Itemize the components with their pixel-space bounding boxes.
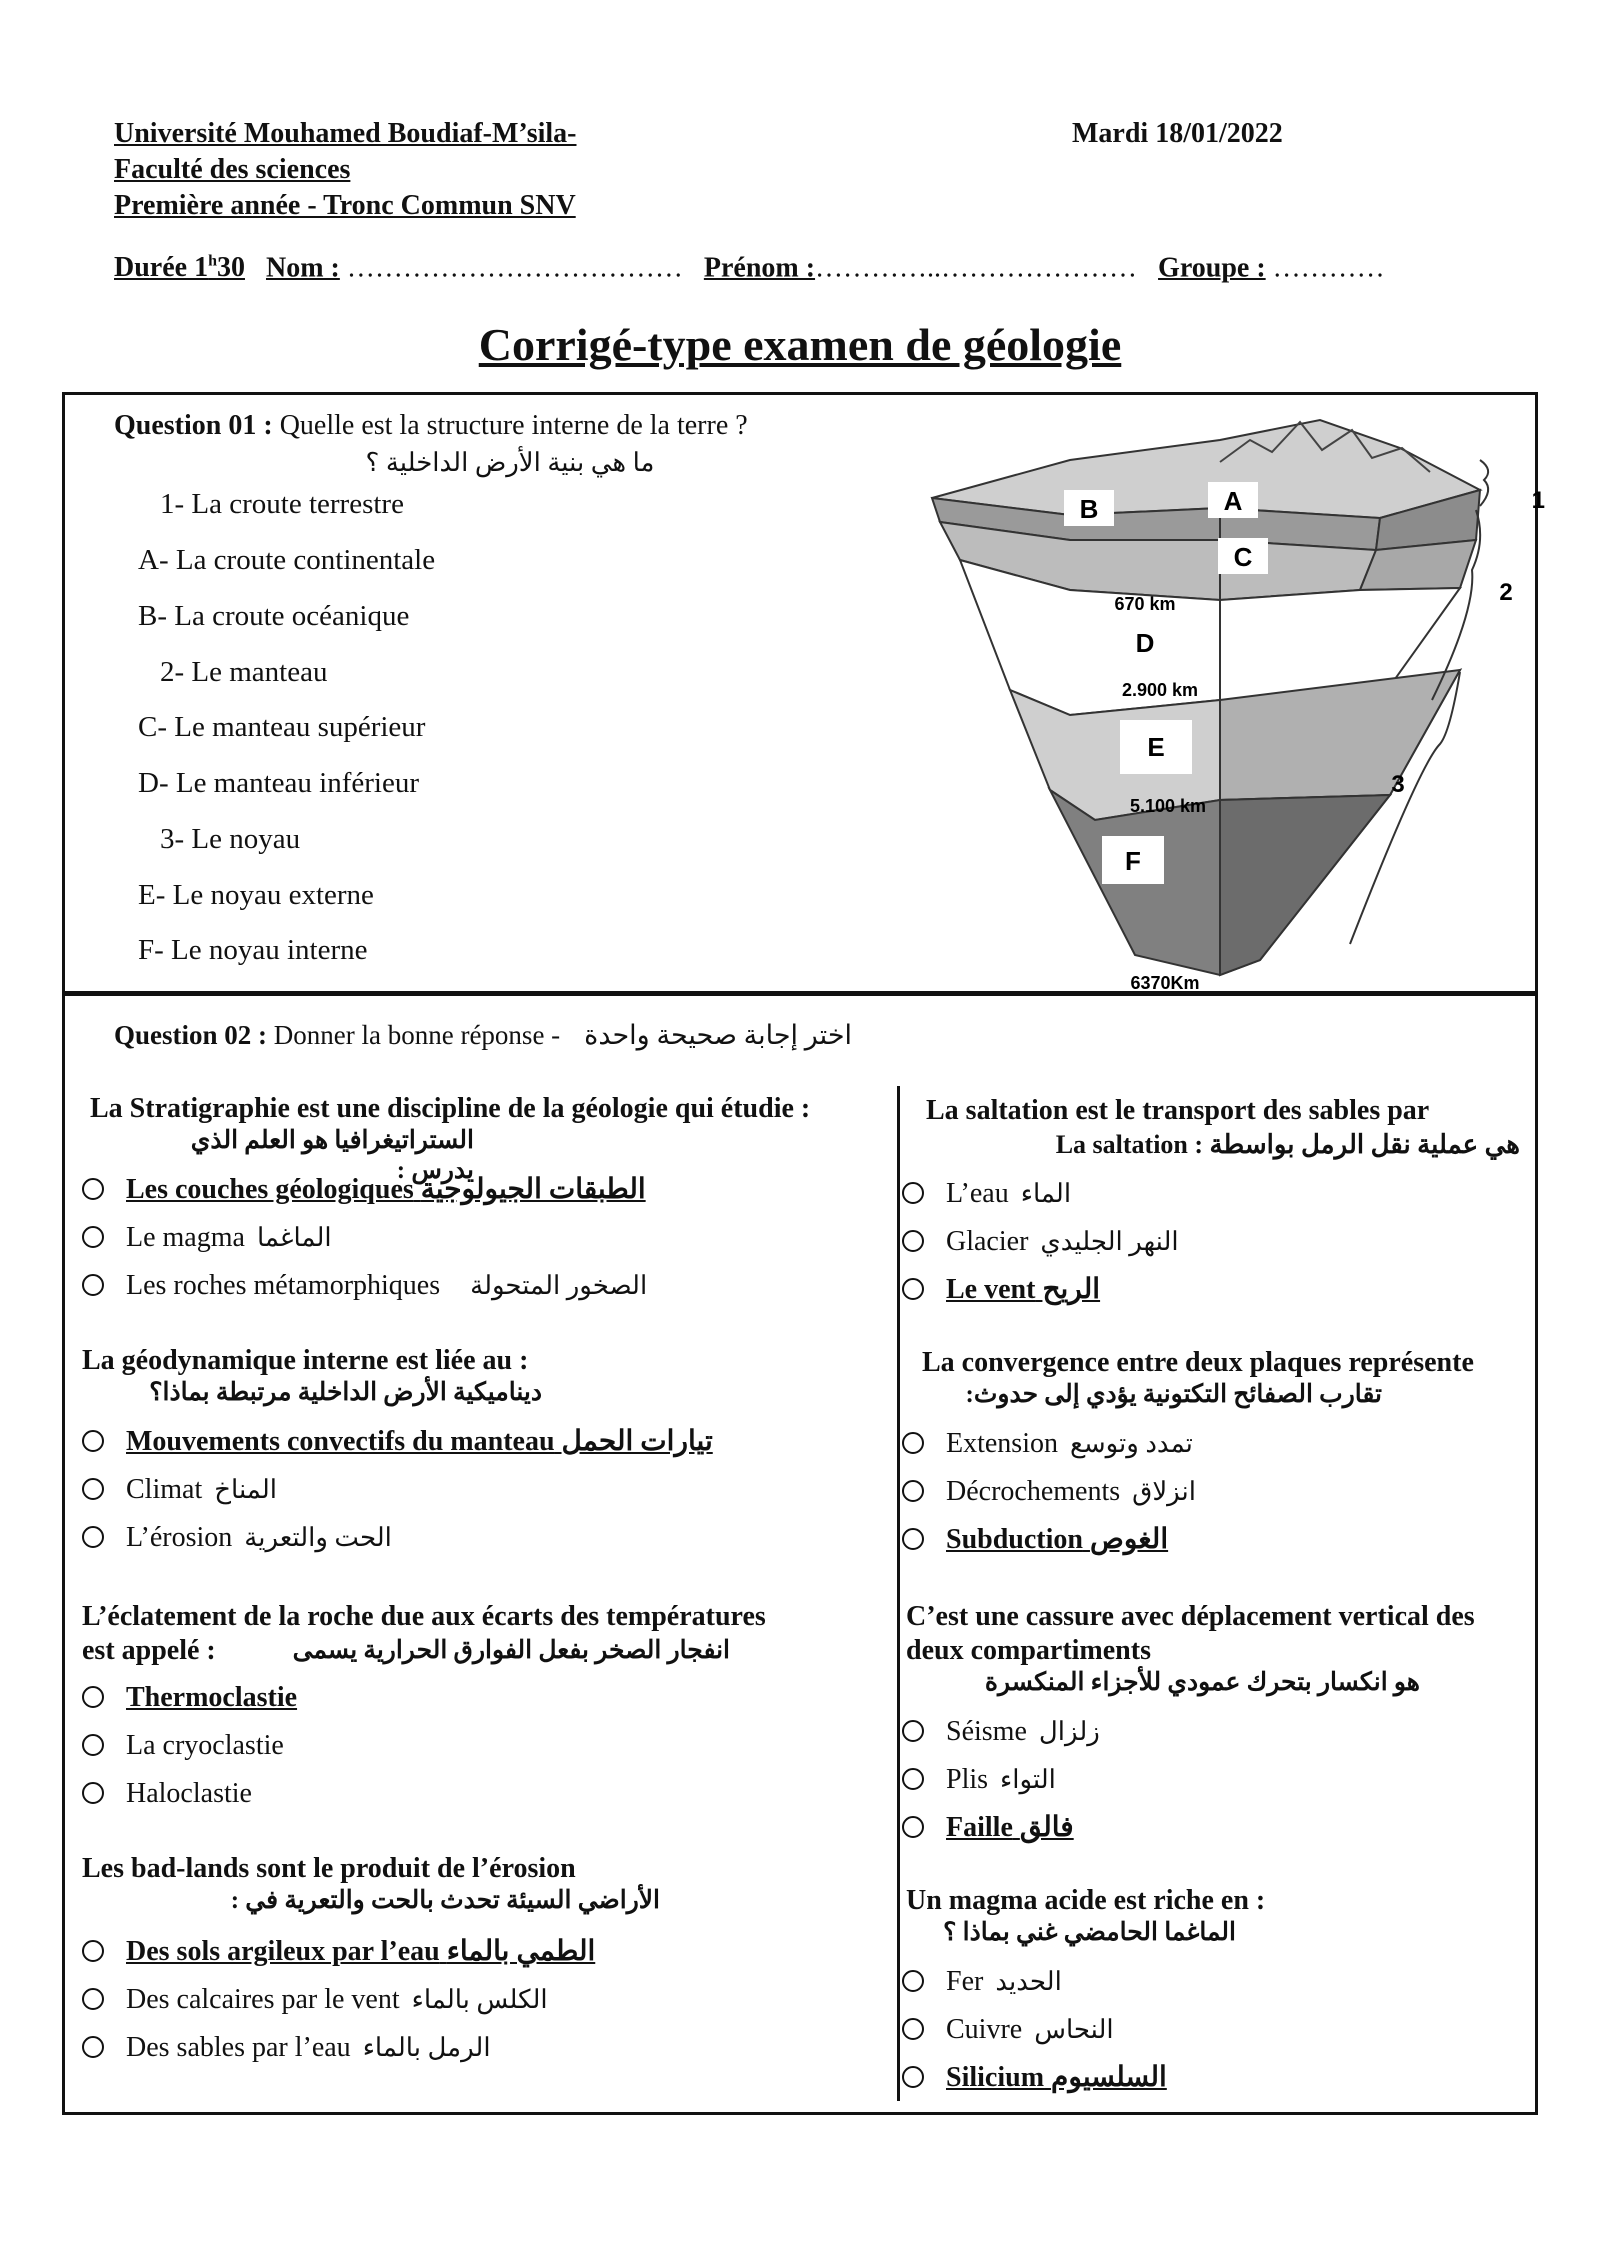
- radio-circle[interactable]: [902, 2066, 924, 2088]
- radio-circle[interactable]: [902, 1278, 924, 1300]
- depth-6370: 6370Km: [1130, 973, 1200, 993]
- duration-label: Durée 1$^h$30: [114, 252, 245, 284]
- surface-top: [932, 420, 1480, 518]
- radio-circle[interactable]: [902, 1230, 924, 1252]
- depth-2900: 2.900 km: [1121, 680, 1199, 700]
- radio-circle[interactable]: [82, 1782, 104, 1804]
- radio-circle[interactable]: [82, 1686, 104, 1708]
- structure-item: 1- La croute terrestre: [160, 488, 404, 520]
- answer-option[interactable]: Décrochements انزلاق: [902, 1474, 1196, 1510]
- question-title: La géodynamique interne est liée au :: [82, 1345, 529, 1376]
- question-title-line2: deux compartiments: [906, 1635, 1151, 1666]
- university-name: Université Mouhamed Boudiaf-M’sila-: [114, 118, 577, 149]
- structure-item: F- Le noyau interne: [138, 934, 368, 966]
- structure-item: 3- Le noyau: [160, 823, 301, 855]
- label-e: E: [1147, 732, 1165, 762]
- question-arabic: تقارب الصفائح التكتونية يؤدي إلى حدوث:: [965, 1381, 1382, 1408]
- radio-circle[interactable]: [82, 1734, 104, 1756]
- radio-circle[interactable]: [82, 1274, 104, 1296]
- label-a: A: [1223, 486, 1243, 516]
- radio-circle[interactable]: [82, 1988, 104, 2010]
- depth-670: 670 km: [1114, 594, 1176, 614]
- question-arabic: الستراتيغرافيا هو العلم الذي يدرس :: [190, 1127, 474, 1184]
- answer-option[interactable]: Cuivre النحاس: [902, 2012, 1114, 2048]
- structure-item: D- Le manteau inférieur: [138, 767, 419, 799]
- question-arabic: انفجار الصخر بفعل الفوارق الحرارية يسمى: [292, 1637, 730, 1664]
- radio-circle[interactable]: [902, 1720, 924, 1742]
- radio-circle[interactable]: [902, 1528, 924, 1550]
- column-divider: [897, 1086, 900, 2101]
- question-title: L’éclatement de la roche due aux écarts des températures: [82, 1601, 766, 1632]
- bracket-1: [1480, 460, 1488, 506]
- radio-circle[interactable]: [82, 1226, 104, 1248]
- answer-option[interactable]: Des calcaires par le vent الكلس بالماء: [82, 1982, 548, 2018]
- page-title: Corrigé-type examen de géologie: [478, 319, 1122, 370]
- label-f: F: [1125, 846, 1141, 876]
- radio-circle[interactable]: [902, 1432, 924, 1454]
- question-arabic: هو انكسار بتحرك عمودي للأجزاء المنكسرة: [984, 1669, 1420, 1696]
- question-arabic: الأراضي السيئة تحدث بالحت والتعرية في :: [230, 1887, 660, 1914]
- answer-option[interactable]: Séisme زلزال: [902, 1714, 1100, 1750]
- question-02-heading: Question 02 : Donner la bonne réponse - اختر إجابة صحيحة واحدة: [114, 1020, 853, 1050]
- student-info-line: [114, 244, 1385, 286]
- question-title: Un magma acide est riche en :: [906, 1885, 1266, 1916]
- radio-circle[interactable]: [902, 2018, 924, 2040]
- question-title: La Stratigraphie est une discipline de la géologie qui étudie :: [90, 1093, 811, 1124]
- answer-option[interactable]: Climat المناخ: [82, 1472, 277, 1508]
- answer-option[interactable]: Mouvements convectifs du manteau تيارات الحمل: [82, 1424, 713, 1460]
- groupe-field[interactable]: …………: [1272, 252, 1385, 284]
- structure-item: B- La croute océanique: [138, 600, 410, 632]
- answer-option[interactable]: La cryoclastie: [82, 1728, 284, 1764]
- depth-5100: 5.100 km: [1129, 796, 1207, 816]
- label-b: B: [1079, 494, 1099, 524]
- question-arabic: هي عملية نقل الرمل بواسطة : La saltation: [1055, 1130, 1520, 1159]
- prenom-field[interactable]: …………..…………………: [815, 252, 1138, 284]
- exam-date: Mardi 18/01/2022: [1072, 118, 1283, 149]
- answer-option[interactable]: Des sables par l’eau الرمل بالماء: [82, 2030, 491, 2066]
- answer-option[interactable]: Silicium السلسيوم: [902, 2060, 1167, 2096]
- radio-circle[interactable]: [902, 1768, 924, 1790]
- nom-field[interactable]: ………………………………: [346, 252, 683, 284]
- answer-option[interactable]: Des sols argileux par l’eau الطمي بالماء: [82, 1934, 595, 1970]
- radio-circle[interactable]: [902, 1182, 924, 1204]
- nom-label: Nom :: [265, 252, 340, 284]
- prenom-label: Prénom :: [703, 252, 816, 284]
- question-title: Les bad-lands sont le produit de l’érosion: [82, 1853, 576, 1884]
- label-c: C: [1233, 542, 1253, 572]
- inner-core-side: [1220, 795, 1390, 975]
- label-d: D: [1135, 628, 1155, 658]
- radio-circle[interactable]: [82, 2036, 104, 2058]
- question-arabic: ديناميكية الأرض الداخلية مرتبطة بماذا؟: [149, 1379, 542, 1406]
- question-title-line2: est appelé :: [82, 1635, 216, 1666]
- answer-option[interactable]: Le magma الماغما: [82, 1220, 332, 1256]
- answer-option[interactable]: Les roches métamorphiques الصخور المتحولة: [82, 1268, 647, 1304]
- question-01-heading: Question 01 : Quelle est la structure interne de la terre ?: [114, 410, 748, 441]
- question-title: La saltation est le transport des sables par: [926, 1095, 1430, 1126]
- radio-circle[interactable]: [82, 1940, 104, 1962]
- answer-option[interactable]: Extension تمدد وتوسع: [902, 1426, 1193, 1462]
- answer-option[interactable]: Glacier النهر الجليدي: [902, 1224, 1179, 1260]
- answer-option[interactable]: Thermoclastie: [82, 1680, 297, 1716]
- structure-item: E- Le noyau externe: [138, 879, 374, 911]
- answer-option[interactable]: Le vent الريح: [902, 1272, 1100, 1308]
- answer-option[interactable]: L’eau الماء: [902, 1176, 1071, 1212]
- radio-circle[interactable]: [82, 1478, 104, 1500]
- question-arabic: الماغما الحامضي غني بماذا ؟: [943, 1919, 1236, 1946]
- question-title: La convergence entre deux plaques représente: [922, 1347, 1474, 1378]
- answer-option[interactable]: L’érosion الحت والتعرية: [82, 1520, 392, 1556]
- answer-option[interactable]: Fer الحديد: [902, 1964, 1062, 2000]
- layer-number-2: 2: [1499, 579, 1513, 606]
- radio-circle[interactable]: [82, 1178, 104, 1200]
- year-label: Première année - Tronc Commun SNV: [114, 190, 576, 221]
- structure-item: C- Le manteau supérieur: [138, 711, 426, 743]
- answer-option[interactable]: Subduction الغوص: [902, 1522, 1168, 1558]
- faculty-name: Faculté des sciences: [114, 154, 351, 185]
- structure-item: 2- Le manteau: [160, 656, 328, 688]
- answer-option[interactable]: Les couches géologiques الطبقات الجيولوجية: [82, 1172, 646, 1208]
- question-title: C’est une cassure avec déplacement vertical des: [906, 1601, 1475, 1632]
- groupe-label: Groupe :: [1158, 252, 1266, 284]
- question-01-arabic: ما هي بنية الأرض الداخلية ؟: [365, 448, 655, 477]
- layer-number-3: 3: [1391, 771, 1405, 798]
- answer-option[interactable]: Faille فالق: [902, 1810, 1074, 1846]
- radio-circle[interactable]: [902, 1970, 924, 1992]
- radio-circle[interactable]: [82, 1526, 104, 1548]
- radio-circle[interactable]: [902, 1480, 924, 1502]
- radio-circle[interactable]: [82, 1430, 104, 1452]
- answer-option[interactable]: Plis التواء: [902, 1762, 1056, 1798]
- layer-number-1: 1: [1531, 487, 1545, 514]
- structure-item: A- La croute continentale: [138, 544, 436, 576]
- radio-circle[interactable]: [902, 1816, 924, 1838]
- earth-structure-diagram: [920, 400, 1560, 1000]
- answer-option[interactable]: Haloclastie: [82, 1776, 252, 1812]
